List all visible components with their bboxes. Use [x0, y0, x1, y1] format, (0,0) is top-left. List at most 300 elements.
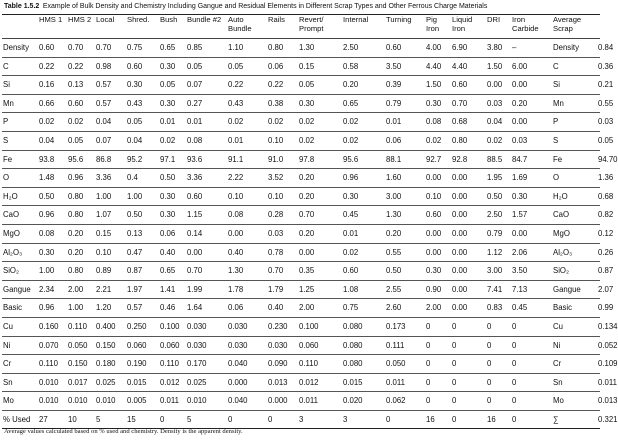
- column-header: Bush: [159, 15, 186, 39]
- table-cell: 0.50: [385, 262, 425, 281]
- table-cell: 3.00: [486, 262, 511, 281]
- average-label: MgO: [552, 224, 597, 243]
- average-label: Density: [552, 39, 597, 58]
- column-header: Auto Bundle: [227, 15, 267, 39]
- table-cell: 0.57: [95, 76, 126, 95]
- average-label: Fe: [552, 150, 597, 169]
- table-cell: 0.030: [227, 317, 267, 336]
- row-label: Si: [2, 76, 38, 95]
- column-header: DRI: [486, 15, 511, 39]
- table-cell: 0.011: [597, 373, 600, 392]
- table-cell: 0.150: [95, 336, 126, 355]
- table-cell: 0.00: [451, 280, 486, 299]
- table-cell: 1.97: [126, 280, 159, 299]
- row-label: % Used: [2, 410, 38, 429]
- table-cell: 1.50: [425, 76, 451, 95]
- table-cell: 0.400: [95, 317, 126, 336]
- table-cell: 5: [186, 410, 227, 429]
- table-cell: 0.109: [597, 355, 600, 374]
- table-row: [2, 94, 600, 113]
- table-cell: 0.80: [67, 206, 95, 225]
- table-cell: 0.28: [267, 206, 298, 225]
- average-label: Gangue: [552, 280, 597, 299]
- table-cell: 1.48: [38, 169, 67, 188]
- table-cell: 0.06: [227, 299, 267, 318]
- table-cell: 7.13: [511, 280, 552, 299]
- table-row: [2, 131, 600, 150]
- table-cell: 0.00: [425, 169, 451, 188]
- table-cell: 0.60: [385, 39, 425, 58]
- table-cell: 0.00: [451, 206, 486, 225]
- table-cell: 0.01: [227, 131, 267, 150]
- table-cell: 0.00: [511, 224, 552, 243]
- row-label: CaO: [2, 206, 38, 225]
- table-cell: 0.43: [227, 94, 267, 113]
- table-cell: 0.08: [38, 224, 67, 243]
- table-cell: 95.2: [126, 150, 159, 169]
- table-cell: 0.00: [227, 224, 267, 243]
- table-cell: 0.110: [67, 317, 95, 336]
- table-cell: 0.87: [597, 262, 600, 281]
- table-cell: 0.50: [486, 187, 511, 206]
- column-header: Iron Carbide: [511, 15, 552, 39]
- table-cell: 0.36: [597, 57, 600, 76]
- table-cell: 0: [425, 373, 451, 392]
- table-cell: 0.010: [95, 392, 126, 411]
- table-number: Table 1.5.2: [4, 3, 40, 10]
- table-cell: 0: [159, 410, 186, 429]
- table-cell: 1.69: [511, 169, 552, 188]
- table-cell: 0.50: [159, 169, 186, 188]
- row-label: H₂O: [2, 187, 38, 206]
- table-cell: 3.36: [186, 169, 227, 188]
- table-cell: 0: [451, 392, 486, 411]
- table-cell: 3: [342, 410, 385, 429]
- table-cell: 0.00: [451, 187, 486, 206]
- table-cell: 0.30: [126, 76, 159, 95]
- table-cell: 1.79: [267, 280, 298, 299]
- table-cell: 0.011: [385, 373, 425, 392]
- table-cell: 0.89: [95, 262, 126, 281]
- table-cell: 92.8: [451, 150, 486, 169]
- table-cell: 0.10: [267, 131, 298, 150]
- row-label: Fe: [2, 150, 38, 169]
- table-cell: 0.30: [159, 94, 186, 113]
- table-cell: 0.40: [227, 243, 267, 262]
- table-row: [2, 57, 600, 76]
- table-cell: 0.062: [385, 392, 425, 411]
- table-cell: 0.15: [95, 224, 126, 243]
- column-header: Turning: [385, 15, 425, 39]
- table-cell: 0.70: [298, 206, 342, 225]
- table-cell: 0.10: [95, 243, 126, 262]
- table-cell: 0: [425, 317, 451, 336]
- row-label: Cu: [2, 317, 38, 336]
- table-row: [2, 39, 600, 58]
- table-cell: 0.60: [67, 94, 95, 113]
- table-cell: 0.08: [186, 131, 227, 150]
- table-cell: 0.02: [425, 131, 451, 150]
- table-cell: 0.00: [298, 243, 342, 262]
- row-label: Basic: [2, 299, 38, 318]
- table-cell: 1.30: [385, 206, 425, 225]
- table-cell: 0.04: [38, 131, 67, 150]
- table-cell: 1.57: [511, 206, 552, 225]
- table-cell: 0.00: [451, 262, 486, 281]
- table-cell: 0.39: [385, 76, 425, 95]
- table-cell: 0.080: [342, 355, 385, 374]
- column-header: Shred.: [126, 15, 159, 39]
- table-cell: 0.03: [511, 131, 552, 150]
- table-cell: 0.22: [67, 57, 95, 76]
- table-cell: 0.170: [186, 355, 227, 374]
- table-cell: 0.30: [425, 262, 451, 281]
- table-cell: 2.06: [511, 243, 552, 262]
- table-cell: 84.7: [511, 150, 552, 169]
- table-cell: 3.52: [267, 169, 298, 188]
- table-cell: 0.05: [159, 76, 186, 95]
- table-cell: 0.01: [342, 224, 385, 243]
- row-label: C: [2, 57, 38, 76]
- table-cell: 0.06: [267, 57, 298, 76]
- table-cell: 0.02: [342, 113, 385, 132]
- table-cell: 0: [425, 336, 451, 355]
- average-label: O: [552, 169, 597, 188]
- table-cell: 0.010: [67, 392, 95, 411]
- table-cell: 0.02: [486, 131, 511, 150]
- table-cell: 0: [511, 410, 552, 429]
- table-cell: 0.030: [227, 336, 267, 355]
- table-row: [2, 336, 600, 355]
- table-cell: 0.110: [159, 355, 186, 374]
- table-cell: 0.70: [67, 39, 95, 58]
- row-label: Cr: [2, 355, 38, 374]
- table-cell: 0.30: [159, 187, 186, 206]
- table-cell: 0.02: [298, 113, 342, 132]
- table-cell: 0.38: [267, 94, 298, 113]
- table-cell: 1.00: [67, 299, 95, 318]
- table-cell: 0.07: [95, 131, 126, 150]
- table-cell: 0: [385, 410, 425, 429]
- row-label: MgO: [2, 224, 38, 243]
- table-row: [2, 299, 600, 318]
- data-table: [2, 14, 618, 429]
- table-cell: 1.07: [95, 206, 126, 225]
- table-cell: 0.40: [267, 299, 298, 318]
- row-label: S: [2, 131, 38, 150]
- table-cell: 0.45: [342, 206, 385, 225]
- table-cell: 0.96: [67, 169, 95, 188]
- table-cell: 0.02: [38, 113, 67, 132]
- table-cell: 95.6: [342, 150, 385, 169]
- row-label: Mn: [2, 94, 38, 113]
- table-cell: 0.57: [126, 299, 159, 318]
- table-header-row: [2, 15, 600, 39]
- table-cell: 0.000: [267, 392, 298, 411]
- table-cell: 0.04: [95, 113, 126, 132]
- table-cell: 0.70: [451, 94, 486, 113]
- table-cell: 0.50: [38, 187, 67, 206]
- table-cell: 0.013: [267, 373, 298, 392]
- table-cell: 0.15: [298, 57, 342, 76]
- table-cell: 0.43: [126, 94, 159, 113]
- average-label: Sn: [552, 373, 597, 392]
- table-cell: 0.160: [38, 317, 67, 336]
- table-cell: 0.050: [385, 355, 425, 374]
- row-label: Sn: [2, 373, 38, 392]
- table-cell: 0.70: [186, 262, 227, 281]
- table-cell: 0.03: [486, 94, 511, 113]
- table-cell: 0.012: [298, 373, 342, 392]
- table-cell: 0.080: [342, 336, 385, 355]
- average-label: CaO: [552, 206, 597, 225]
- table-cell: 10: [67, 410, 95, 429]
- table-cell: 0.060: [126, 336, 159, 355]
- table-cell: 27: [38, 410, 67, 429]
- table-cell: 1.15: [186, 206, 227, 225]
- table-cell: 1.95: [486, 169, 511, 188]
- table-cell: 1.08: [342, 280, 385, 299]
- table-cell: 3.00: [385, 187, 425, 206]
- table-cell: 0: [486, 317, 511, 336]
- column-header: Average Scrap: [552, 15, 600, 39]
- column-header: [2, 15, 38, 39]
- table-cell: 0.45: [511, 299, 552, 318]
- table-cell: 0.47: [126, 243, 159, 262]
- table-cell: 0.01: [385, 113, 425, 132]
- average-label: Al₂O₃: [552, 243, 597, 262]
- table-cell: 0.20: [298, 187, 342, 206]
- table-cell: 91.1: [227, 150, 267, 169]
- table-cell: 0.46: [159, 299, 186, 318]
- table-cell: 97.8: [298, 150, 342, 169]
- table-cell: 93.6: [186, 150, 227, 169]
- table-cell: 0.35: [298, 262, 342, 281]
- table-cell: 0: [451, 317, 486, 336]
- row-label: P: [2, 113, 38, 132]
- table-cell: 0: [486, 336, 511, 355]
- table-cell: 2.50: [486, 206, 511, 225]
- row-label: Mo: [2, 392, 38, 411]
- table-cell: 97.1: [159, 150, 186, 169]
- table-cell: 0: [511, 317, 552, 336]
- table-cell: 0.75: [342, 299, 385, 318]
- average-label: P: [552, 113, 597, 132]
- table-cell: 0.40: [159, 243, 186, 262]
- table-cell: 0.03: [597, 113, 600, 132]
- table-cell: 0: [511, 392, 552, 411]
- table-cell: 0.02: [267, 113, 298, 132]
- table-cell: 0.20: [67, 224, 95, 243]
- table-cell: 0.78: [267, 243, 298, 262]
- table-cell: 1.36: [597, 169, 600, 188]
- table-cell: 0.30: [342, 187, 385, 206]
- table-cell: 0.110: [38, 355, 67, 374]
- table-cell: 0.80: [267, 39, 298, 58]
- table-cell: 0.321: [597, 410, 600, 429]
- table-cell: 0.03: [267, 224, 298, 243]
- table-cell: 0.96: [38, 206, 67, 225]
- table-cell: 0.052: [597, 336, 600, 355]
- table-cell: 0.015: [342, 373, 385, 392]
- table-cell: 1.00: [126, 187, 159, 206]
- table-cell: 0: [486, 355, 511, 374]
- column-header: HMS 1: [38, 15, 67, 39]
- table-cell: 7.41: [486, 280, 511, 299]
- table-cell: 0: [486, 392, 511, 411]
- table-cell: 0.22: [227, 76, 267, 95]
- average-label: C: [552, 57, 597, 76]
- table-cell: 0.180: [95, 355, 126, 374]
- table-cell: 0.50: [126, 206, 159, 225]
- average-label: S: [552, 131, 597, 150]
- column-header: Pig Iron: [425, 15, 451, 39]
- table-row: [2, 169, 600, 188]
- table-cell: 0.090: [267, 355, 298, 374]
- table-row: [2, 76, 600, 95]
- table-cell: 0.90: [425, 280, 451, 299]
- table-cell: 0.00: [186, 243, 227, 262]
- table-cell: 0.4: [126, 169, 159, 188]
- table-cell: 0: [425, 392, 451, 411]
- table-cell: 0.98: [95, 57, 126, 76]
- table-cell: 0.070: [38, 336, 67, 355]
- table-cell: 0.017: [67, 373, 95, 392]
- table-cell: 1.99: [186, 280, 227, 299]
- average-label: Basic: [552, 299, 597, 318]
- table-cell: 0.70: [267, 262, 298, 281]
- average-label: Mo: [552, 392, 597, 411]
- table-cell: 0.134: [597, 317, 600, 336]
- table-cell: 0.050: [67, 336, 95, 355]
- table-cell: 0.04: [126, 131, 159, 150]
- table-cell: 0.27: [186, 94, 227, 113]
- table-cell: 0: [227, 410, 267, 429]
- table-cell: 0: [451, 410, 486, 429]
- table-cell: 0.250: [126, 317, 159, 336]
- row-label: Gangue: [2, 280, 38, 299]
- table-cell: 16: [425, 410, 451, 429]
- table-row: [2, 317, 600, 336]
- table-cell: 0.12: [597, 224, 600, 243]
- table-cell: 0.70: [95, 39, 126, 58]
- table-cell: 0.99: [597, 299, 600, 318]
- table-cell: 0.21: [597, 76, 600, 95]
- table-cell: 0.68: [597, 187, 600, 206]
- table-cell: 2.00: [425, 299, 451, 318]
- table-cell: 0.30: [159, 57, 186, 76]
- table-cell: 0: [267, 410, 298, 429]
- table-cell: 0.20: [385, 224, 425, 243]
- table-cell: 0.00: [451, 224, 486, 243]
- table-cell: 91.0: [267, 150, 298, 169]
- table-cell: 95.6: [67, 150, 95, 169]
- table-cell: 93.8: [38, 150, 67, 169]
- table-cell: 0.025: [186, 373, 227, 392]
- table-cell: 0.65: [159, 262, 186, 281]
- table-cell: 1.20: [95, 299, 126, 318]
- table-cell: 0.60: [186, 187, 227, 206]
- table-cell: 0.30: [511, 187, 552, 206]
- table-cell: 1.30: [298, 39, 342, 58]
- table-cell: 1.30: [227, 262, 267, 281]
- table-cell: 0.60: [451, 76, 486, 95]
- table-cell: 1.60: [385, 169, 425, 188]
- table-cell: 0.173: [385, 317, 425, 336]
- table-cell: 0.96: [342, 169, 385, 188]
- table-cell: 0.05: [227, 57, 267, 76]
- table-cell: 0.80: [451, 131, 486, 150]
- table-cell: 0.02: [67, 113, 95, 132]
- table-cell: 0.00: [425, 243, 451, 262]
- table-cell: 1.25: [298, 280, 342, 299]
- table-row: [2, 150, 600, 169]
- table-cell: 3.80: [486, 39, 511, 58]
- table-cell: 1.00: [95, 187, 126, 206]
- table-cell: 0.66: [38, 94, 67, 113]
- table-cell: 4.00: [425, 39, 451, 58]
- table-cell: 1.12: [486, 243, 511, 262]
- table-cell: 0.100: [298, 317, 342, 336]
- table-cell: 0.60: [126, 57, 159, 76]
- table-cell: 0.00: [511, 76, 552, 95]
- table-cell: 2.07: [597, 280, 600, 299]
- table-cell: 2.21: [95, 280, 126, 299]
- table-cell: 0.05: [67, 131, 95, 150]
- column-header: Liquid Iron: [451, 15, 486, 39]
- table-cell: 0.06: [385, 131, 425, 150]
- table-cell: 0.06: [159, 224, 186, 243]
- row-label: SiO₂: [2, 262, 38, 281]
- average-label: Cu: [552, 317, 597, 336]
- table-cell: 88.1: [385, 150, 425, 169]
- table-cell: 0.65: [342, 94, 385, 113]
- row-label: Al₂O₃: [2, 243, 38, 262]
- table-cell: 0.04: [486, 113, 511, 132]
- table-cell: 0.22: [38, 57, 67, 76]
- table-row: [2, 224, 600, 243]
- table-cell: 0.01: [159, 113, 186, 132]
- average-label: Mn: [552, 94, 597, 113]
- average-label: Cr: [552, 355, 597, 374]
- table-cell: 2.60: [385, 299, 425, 318]
- table-cell: 0.010: [38, 373, 67, 392]
- column-header: Local: [95, 15, 126, 39]
- table-cell: 0.010: [38, 392, 67, 411]
- table-cell: 0.010: [186, 392, 227, 411]
- column-header: HMS 2: [67, 15, 95, 39]
- table-cell: 0.65: [159, 39, 186, 58]
- table-cell: 3.36: [95, 169, 126, 188]
- table-cell: 2.22: [227, 169, 267, 188]
- table-cell: 3: [298, 410, 342, 429]
- table-cell: 0.60: [425, 206, 451, 225]
- table-cell: 0.011: [298, 392, 342, 411]
- table-cell: 2.00: [298, 299, 342, 318]
- table-cell: 0.00: [451, 169, 486, 188]
- average-label: Si: [552, 76, 597, 95]
- table-cell: 0.05: [186, 57, 227, 76]
- table-cell: 0.30: [425, 94, 451, 113]
- table-cell: 0.83: [486, 299, 511, 318]
- table-row: [2, 373, 600, 392]
- table-row: [2, 262, 600, 281]
- table-cell: 92.7: [425, 150, 451, 169]
- table-cell: 0.68: [451, 113, 486, 132]
- average-label: SiO₂: [552, 262, 597, 281]
- table-title: Example of Bulk Density and Chemistry Including Gangue and Residual Elements in Different Scrap Types and Other Ferrous Charge Materials: [42, 3, 488, 10]
- table-cell: 0.87: [126, 262, 159, 281]
